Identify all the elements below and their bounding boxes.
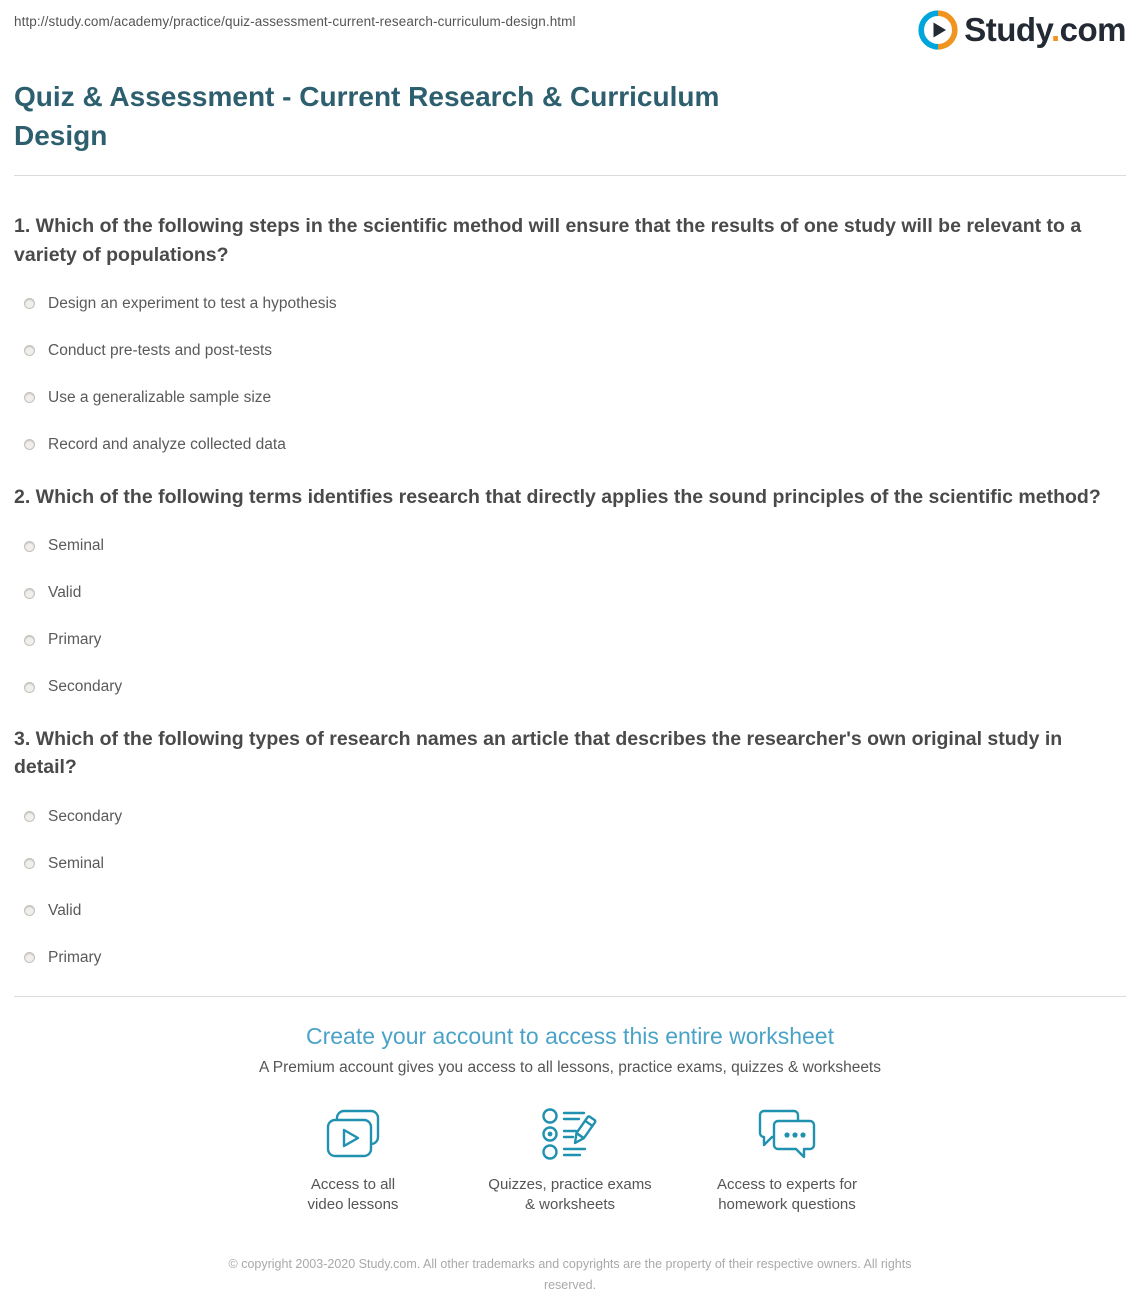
answer-option[interactable] <box>14 436 1126 454</box>
option-label: Secondary <box>48 678 123 696</box>
answer-option[interactable] <box>14 389 1126 407</box>
radio-button[interactable] <box>24 952 35 963</box>
radio-button[interactable] <box>24 588 35 599</box>
radio-button[interactable] <box>24 635 35 646</box>
studycom-logo[interactable] <box>918 10 1126 50</box>
footer <box>14 1254 1126 1295</box>
radio-button[interactable] <box>24 345 35 356</box>
studycom-logo-icon <box>918 10 958 50</box>
cta-heading[interactable]: Create your account to access this entire worksheet <box>306 1022 834 1049</box>
header <box>14 0 1126 50</box>
answer-option[interactable] <box>14 342 1126 360</box>
cta-section <box>14 1023 1126 1216</box>
answer-option[interactable] <box>14 537 1126 555</box>
feature-quizzes-worksheets <box>462 1101 679 1216</box>
option-label: Design an experiment to test a hypothesis <box>48 294 337 312</box>
answer-option[interactable] <box>14 855 1126 873</box>
question-1 <box>14 212 1126 454</box>
option-label: Primary <box>48 631 102 649</box>
answer-option[interactable] <box>14 808 1126 826</box>
question-1-options <box>14 295 1126 454</box>
feature-label: Access to experts for homework questions <box>716 1175 858 1214</box>
option-label: Valid <box>48 901 82 919</box>
option-label: Secondary <box>48 807 123 825</box>
page-title: Quiz & Assessment - Current Research & Curriculum Design <box>14 81 720 151</box>
answer-option[interactable] <box>14 902 1126 920</box>
copyright-text: © copyright 2003-2020 Study.com. All other trademarks and copyrights are the property of their respective owners. All rights reserved. <box>228 1256 912 1292</box>
radio-button[interactable] <box>24 858 35 869</box>
option-label: Conduct pre-tests and post-tests <box>48 341 273 359</box>
question-2-options <box>14 537 1126 696</box>
divider <box>14 175 1126 176</box>
question-text: 3. Which of the following types of research names an article that describes the researcher's own original study in detail? <box>14 728 1063 779</box>
radio-button[interactable] <box>24 392 35 403</box>
divider <box>14 996 1126 997</box>
feature-video-lessons <box>245 1101 462 1216</box>
cta-features <box>14 1101 1126 1216</box>
feature-label: Quizzes, practice exams & worksheets <box>488 1175 652 1214</box>
answer-option[interactable] <box>14 631 1126 649</box>
studycom-logo-text: Study.com <box>964 11 1126 48</box>
page-url: http://study.com/academy/practice/quiz-assessment-current-research-curriculum-design.html <box>14 14 576 29</box>
answer-option[interactable] <box>14 678 1126 696</box>
option-label: Primary <box>48 948 102 966</box>
answer-option[interactable] <box>14 584 1126 602</box>
option-label: Record and analyze collected data <box>48 435 286 453</box>
option-label: Use a generalizable sample size <box>48 388 272 406</box>
option-label: Valid <box>48 584 82 602</box>
radio-button[interactable] <box>24 811 35 822</box>
answer-option[interactable] <box>14 949 1126 967</box>
radio-button[interactable] <box>24 541 35 552</box>
expert-chat-icon <box>679 1101 896 1167</box>
question-2 <box>14 483 1126 696</box>
radio-button[interactable] <box>24 682 35 693</box>
radio-button[interactable] <box>24 905 35 916</box>
option-label: Seminal <box>48 537 104 555</box>
feature-expert-chat <box>679 1101 896 1216</box>
cta-subheading: A Premium account gives you access to all lessons, practice exams, quizzes & worksheets <box>259 1058 881 1076</box>
video-lessons-icon <box>245 1101 462 1167</box>
question-3 <box>14 725 1126 967</box>
feature-label: Access to all video lessons <box>307 1175 399 1214</box>
option-label: Seminal <box>48 854 104 872</box>
radio-button[interactable] <box>24 298 35 309</box>
answer-option[interactable] <box>14 295 1126 313</box>
radio-button[interactable] <box>24 439 35 450</box>
question-3-options <box>14 808 1126 967</box>
question-text: 2. Which of the following terms identifies research that directly applies the sound principles of the scientific method? <box>14 485 1101 508</box>
question-text: 1. Which of the following steps in the scientific method will ensure that the results of one study will be relevant to a variety of populations? <box>14 215 1082 266</box>
quizzes-worksheets-icon <box>462 1101 679 1167</box>
